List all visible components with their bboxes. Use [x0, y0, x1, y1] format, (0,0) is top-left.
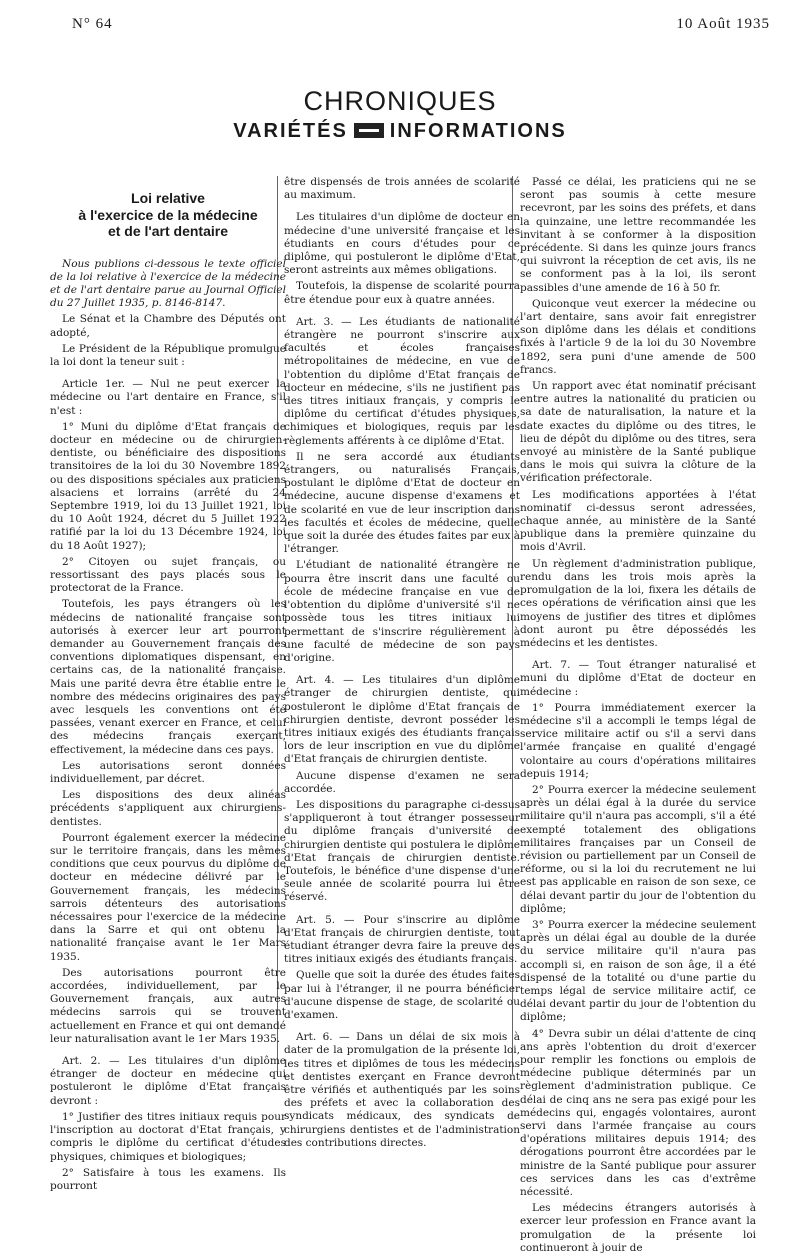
paragraph: 2° Satisfaire à tous les examens. Ils pourront [50, 1166, 286, 1192]
paragraph: Quelle que soit la durée des études faites par lui à l'étranger, il ne pourra bénéficier d'aucune dispense de stage, de scolarité ou d'examen. [284, 969, 520, 1021]
paragraph: Les autorisations seront données individuellement, par décret. [50, 759, 286, 786]
paragraph: Art. 7. — Tout étranger naturalisé et muni du diplôme d'Etat de docteur en médecine : [520, 659, 756, 698]
paragraph: Aucune dispense d'examen ne sera accordée. [284, 769, 520, 795]
paragraph: Les titulaires d'un diplôme de docteur en médecine d'une université française et les étudiants en cours d'études pour ce diplôme, qui postuleront le diplôme d'Etat, seront astreints aux mêmes obligations. [284, 211, 520, 277]
paragraph: L'étudiant de nationalité étrangère ne pourra être inscrit dans une faculté ou école de médecine française en vue de l'obtention du diplôme d'université s'il ne possède tous les titres initiaux lui permettant de s'inscrire régulièrement à une faculté de médecine de son pays d'origine. [284, 559, 520, 664]
page-header [72, 16, 770, 38]
paragraph: 1° Muni du diplôme d'Etat français de docteur en médecine ou de chirurgien-dentiste, ou bénéficiaire des dispositions transitoires de la loi du 30 Novembre 1892 ou des dispositions spéciales aux praticiens alsaciens et lorrains (arrêté du 24 Septembre 1919, loi du 13 Juillet 1921, loi du 10 Août 1924, décret du 5 Juillet 1922 ratifié par la loi du 13 Décembre 1924, loi du 18 Août 1927); [50, 420, 286, 552]
paragraph: Art. 4. — Les titulaires d'un diplôme étranger de chirurgien dentiste, qui postuleront le diplôme d'Etat français de chirurgien dentiste, devront posséder les titres initiaux exigés des étudiants français lors de leur inscription en vue du diplôme d'Etat français de chirurgien dentiste. [284, 674, 520, 766]
paragraph: Les modifications apportées à l'état nominatif ci-dessus seront adressées, chaque année, au ministère de la Santé publique dans la première quinzaine du mois d'Avril. [520, 488, 756, 554]
paragraph: Un rapport avec état nominatif précisant entre autres la nationalité du praticien ou sa date de naturalisation, la nature et la date exactes du diplôme ou des titres, le lieu de dépôt du diplôme ou des titres, sera envoyé au ministère de la Santé publique dans le mois qui suivra la clôture de la vérification préfectorale. [520, 380, 756, 485]
paragraph: 2° Citoyen ou sujet français, ou ressortissant des pays placés sous le protectorat de la France. [50, 555, 286, 595]
masthead [0, 86, 800, 144]
article-title-line: Loi relative [131, 190, 205, 206]
paragraph: Art. 6. — Dans un délai de six mois à dater de la promulgation de la présente loi, les titres et diplômes de tous les médecins et dentistes exerçant en France devront être vérifiés et authentiqués par les soins des préfets et avec la collaboration des syndicats médicaux, des syndicats de chirurgiens dentistes et de l'administration des contributions directes. [284, 1031, 520, 1149]
paragraph: Article 1er. — Nul ne peut exercer la médecine ou l'art dentaire en France, s'il n'est : [50, 378, 286, 417]
issue-number: N° 64 [72, 16, 113, 32]
paragraph: Pourront également exercer la médecine sur le territoire français, dans les mêmes conditions que ceux pourvus du diplôme de docteur en médecine délivré par le Gouvernement français, les médecins sarrois détenteurs des autorisations nécessaires pour l'exercice de la médecine dans la Sarre et qui ont obtenu la nationalité française avant le 1er Mars 1935. [50, 831, 286, 963]
article-columns [0, 176, 800, 1254]
paragraph: Art. 5. — Pour s'inscrire au diplôme d'Etat français de chirurgien dentiste, tout étudiant étranger devra faire la preuve des titres initiaux exigés des étudiants français. [284, 913, 520, 966]
masthead-varietes: VARIÉTÉS [233, 120, 348, 142]
masthead-title: CHRONIQUES [303, 86, 497, 116]
paragraph: Le Sénat et la Chambre des Députés ont adopté, [50, 313, 286, 339]
paragraph: 3° Pourra exercer la médecine seulement après un délai égal au double de la durée du service militaire qu'il n'aura pas accompli si, en raison de son âge, il a été dispensé de la totalité ou d'une partie du temps légal de service militaire actif, ce délai devant partir du jour de l'obtention du diplôme; [520, 918, 756, 1024]
paragraph: Quiconque veut exercer la médecine ou l'art dentaire, sans avoir fait enregistrer son diplôme dans les délais et conditions fixés à l'article 9 de la loi du 30 Novembre 1892, sera puni d'une amende de 500 francs. [520, 297, 756, 376]
article-title-line: à l'exercice de la médecine [78, 206, 258, 223]
column-2 [284, 176, 520, 1153]
article-title [50, 190, 286, 240]
paragraph: 1° Justifier des titres initiaux requis pour l'inscription au doctorat d'Etat français, y compris le diplôme du certificat d'études physiques, chimiques et biologiques; [50, 1110, 286, 1163]
article-intro: Nous publions ci-dessous le texte officiel de la loi relative à l'exercice de la médecine et de l'art dentaire parue au Journal Officiel du 27 Juillet 1935, p. 8146-8147. [50, 257, 286, 310]
paragraph: 1° Pourra immédiatement exercer la médecine s'il a accompli le temps légal de service militaire actif ou s'il a servi dans l'armée française en qualité d'engagé volontaire au cours d'opérations militaires depuis 1914; [520, 701, 756, 780]
paragraph: Il ne sera accordé aux étudiants étrangers, ou naturalisés Français, postulant le diplôme d'Etat de docteur en médecine, aucune dispense d'examens et de scolarité en vue de leur inscription dans les facultés et écoles de médecine, quelle que soit la durée des études faites par eux à l'étranger. [284, 450, 520, 556]
paragraph: Art. 2. — Les titulaires d'un diplôme étranger de docteur en médecine qui postuleront le diplôme d'Etat français devront : [50, 1055, 286, 1107]
paragraph: Les dispositions du paragraphe ci-dessus s'appliqueront à tout étranger possesseur du diplôme français d'université de chirurgien dentiste qui postulera le diplôme d'Etat français de chirurgien dentiste. Toutefois, le bénéfice d'une dispense d'une seule année de scolarité pourra lui être réservé. [284, 798, 520, 904]
paragraph: Passé ce délai, les praticiens qui ne se seront pas soumis à cette mesure recevront, par les soins des préfets, et dans la quinzaine, une lettre recommandée les invitant à se conformer à la disposition précédente. Si dans les quinze jours francs qui suivront la réception de cet avis, ils ne se conforment pas à la loi, ils seront passibles d'une amende de 16 à 50 fr. [520, 176, 756, 294]
paragraph: Un règlement d'administration publique, rendu dans les trois mois après la promulgation de la loi, fixera les détails de ces opérations de vérification ainsi que les moyens de justifier des titres et diplômes dont auront pu être dépossédés les médecins et les dentistes. [520, 557, 756, 649]
paragraph: Le Président de la République promulgue la loi dont la teneur suit : [50, 342, 286, 368]
column-1 [50, 176, 286, 1196]
paragraph: être dispensés de trois années de scolarité au maximum. [284, 176, 520, 202]
paragraph: 4° Devra subir un délai d'attente de cinq ans après l'obtention du droit d'exercer pour remplir les fonctions ou emplois de médecine publique déterminés par un règlement d'administration publique. Ce délai de cinq ans ne sera pas exigé pour les médecins qui, engagés volontaires, auront servi dans l'armée française au cours d'opérations militaires depuis 1914; des dérogations pourront être accordées par le ministre de la Santé publique pour assurer ces services dans les cas d'extrême nécessité. [520, 1027, 756, 1199]
paragraph: Les médecins étrangers autorisés à exercer leur profession en France avant la promulgation de la présente loi continueront à jouir de [520, 1202, 756, 1254]
paragraph: Les dispositions des deux alinéas précédents s'appliquent aux chirurgiens-dentistes. [50, 789, 286, 828]
masthead-subtitle [0, 118, 800, 144]
paragraph: 2° Pourra exercer la médecine seulement après un délai égal à la durée du service militaire qu'il n'aura pas accompli, s'il a été exempté totalement des obligations militaires françaises par un Conseil de révision ou partiellement par un Conseil de réforme, ou si la loi du recrutement ne lui est pas applicable en raison de son sexe, ce délai devant partir du jour de l'obtention du diplôme; [520, 783, 756, 915]
paragraph: Des autorisations pourront être accordées, individuellement, par le Gouvernement français, aux autres médecins sarrois qui se trouvent actuellement en France et qui ont demandé leur naturalisation avant le 1er Mars 1935. [50, 966, 286, 1045]
paragraph: Art. 3. — Les étudiants de nationalité étrangère ne pourront s'inscrire aux facultés et écoles françaises métropolitaines de médecine, en vue de l'obtention du diplôme d'Etat français de docteur en médecine, s'ils ne justifient pas des titres initiaux français, y compris le diplôme du certificat d'études physiques, chimiques et biologiques, requis par les règlements afférents à ce diplôme d'Etat. [284, 315, 520, 447]
paragraph: Toutefois, les pays étrangers où les médecins de nationalité française sont autorisés à exercer leur art pourront demander au Gouvernement français des conventions diplomatiques dispensant, en certains cas, de la nationalité française. Mais une parité devra être établie entre le nombre des médecins originaires des pays avec lesquels les conventions ont été passées, venant exercer en France, et celui des médecins français exerçant, effectivement, la médecine dans ces pays. [50, 598, 286, 756]
column-3 [520, 176, 756, 1258]
issue-date: 10 Août 1935 [676, 16, 770, 32]
paragraph: Toutefois, la dispense de scolarité pourra être étendue pour eux à quatre années. [284, 280, 520, 306]
masthead-informations: INFORMATIONS [389, 120, 567, 142]
section-emblem-icon [354, 123, 384, 138]
article-title-line: et de l'art dentaire [107, 223, 229, 239]
